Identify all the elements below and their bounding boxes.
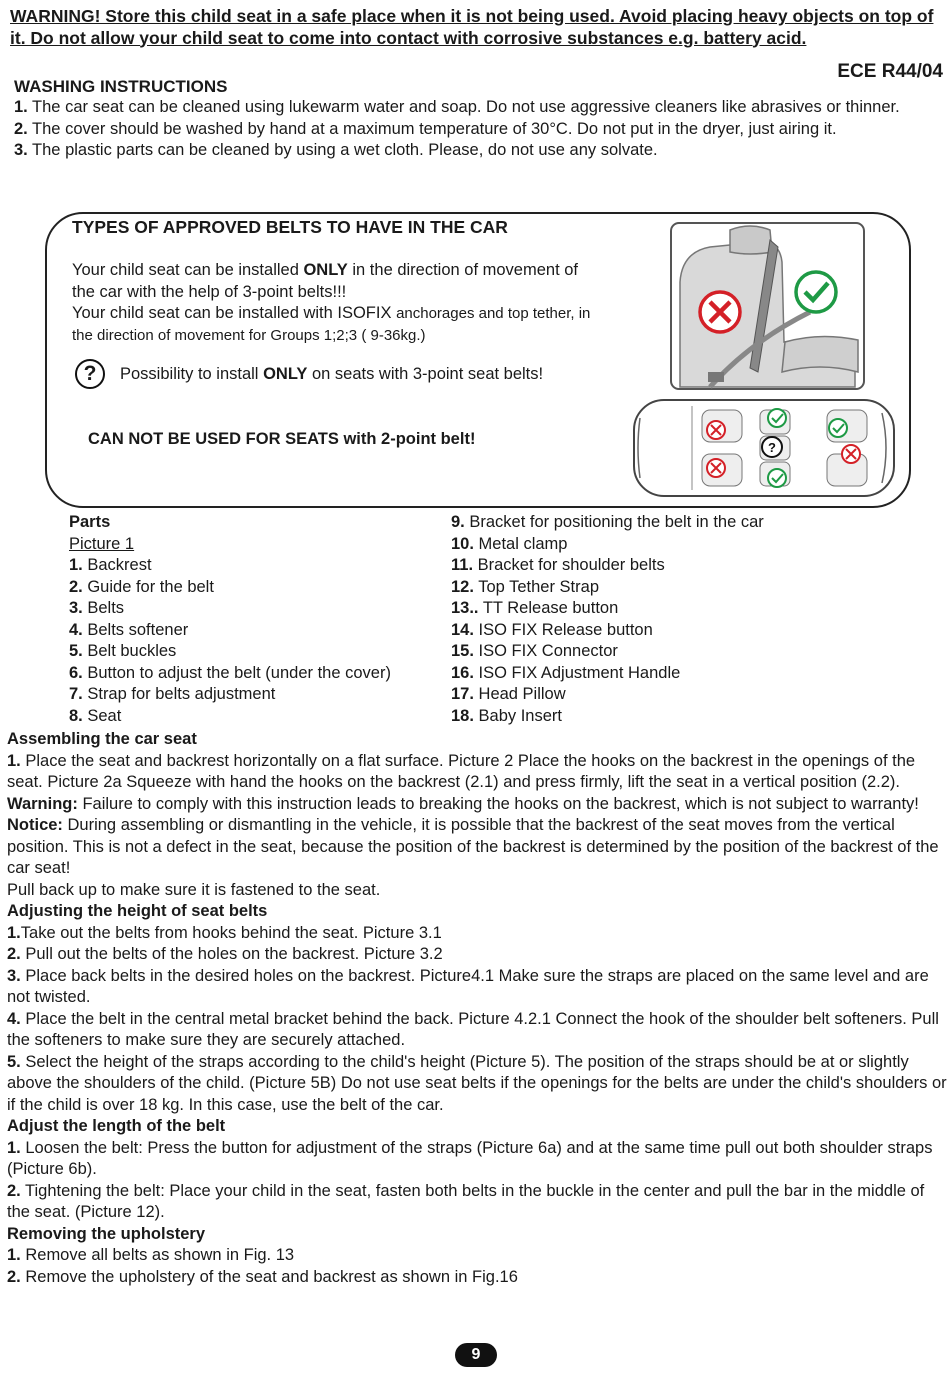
check-icon	[768, 469, 786, 487]
part-item: 4. Belts softener	[69, 620, 189, 639]
page-number: 9	[455, 1343, 497, 1367]
part-item: 11. Bracket for shoulder belts	[451, 556, 665, 574]
washing-item: 3. The plastic parts can be cleaned by using a wet cloth. Please, do not use any solvate.	[14, 141, 658, 159]
belts-box-title: TYPES OF APPROVED BELTS TO HAVE IN THE CAR	[72, 217, 508, 237]
length-step: 2. Tightening the belt: Place your child in the seat, fasten both belts in the buckle in the center and pull the bar in the middle of the seat. (Picture 12).	[7, 1181, 925, 1221]
assembling-warning: Warning: Failure to comply with this instruction leads to breaking the hooks on the backrest, which is not subject to warranty!	[7, 794, 919, 813]
height-step: 4. Place the belt in the central metal bracket behind the back. Picture 4.2.1 Connect the hook of the shoulder belt softeners. Pull the softeners to make sure they are securely attached.	[7, 1009, 939, 1049]
question-icon: ?	[75, 359, 105, 389]
part-item: 1. Backrest	[69, 556, 152, 574]
part-item: 14. ISO FIX Release button	[451, 620, 653, 639]
assembling-title: Assembling the car seat	[7, 730, 197, 748]
height-title: Adjusting the height of seat belts	[7, 902, 268, 920]
part-item: 9. Bracket for positioning the belt in the car	[451, 513, 764, 531]
belts-box-possibility: Possibility to install ONLY on seats with 3-point seat belts!	[120, 365, 544, 383]
height-step: 2. Pull out the belts of the holes on the backrest. Picture 3.2	[7, 945, 443, 963]
parts-list-left	[69, 512, 391, 727]
parts-list-right	[451, 512, 764, 727]
car-seat-illustration	[670, 222, 865, 390]
length-step: 1. Loosen the belt: Press the button for adjustment of the straps (Picture 6a) and at the same time pull out both shoulder straps (Picture 6b).	[7, 1138, 933, 1178]
washing-item: 2. The cover should be washed by hand at a maximum temperature of 30°C. Do not put in the dryer, just airing it.	[14, 119, 837, 138]
part-item: 6. Button to adjust the belt (under the cover)	[69, 663, 391, 682]
cross-icon	[707, 459, 725, 477]
height-step: 3. Place back belts in the desired holes on the backrest. Picture4.1 Make sure the straps are placed on the same level and are not twisted.	[7, 966, 929, 1006]
warning-text: WARNING! Store this child seat in a safe place when it is not being used. Avoid placing heavy objects on top of it. Do not allow your child seat to come into contact with corrosive substances e.g. battery acid.	[10, 6, 934, 48]
check-icon	[768, 409, 786, 427]
cross-icon	[707, 421, 725, 439]
washing-title: WASHING INSTRUCTIONS	[14, 77, 228, 96]
assembling-step: 1. Place the seat and backrest horizontally on a flat surface. Picture 2 Place the hooks on the backrest in the openings of the seat. Picture 2a Squeeze with hand the hooks on the backrest (2.1) and press firmly, lift the seat in a vertical position (2.2).	[7, 751, 916, 791]
belts-box-warning: CAN NOT BE USED FOR SEATS with 2-point belt!	[88, 430, 476, 448]
height-step: 5. Select the height of the straps according to the child's height (Picture 5). The position of the straps should be at or slightly above the shoulders of the child. (Picture 5B) Do not use seat belts if the openings for the belts are under the child's shoulders or if the child is over 18 kg. In this case, use the belt of the car.	[7, 1052, 947, 1114]
height-step: 1.Take out the belts from hooks behind the seat. Picture 3.1	[7, 923, 442, 942]
upholstery-title: Removing the upholstery	[7, 1224, 206, 1243]
belts-box-text: Your child seat can be installed ONLY in the direction of movement of the car with the help of 3-point belts!!! Your child seat can be installed with ISOFIX anchorages and top tether, in the direction of movement for Groups 1;2;3 ( 9-36kg.)	[72, 261, 591, 344]
part-item: 2. Guide for the belt	[69, 577, 214, 596]
check-icon	[829, 419, 847, 437]
length-title: Adjust the length of the belt	[7, 1117, 226, 1135]
instructions-body	[7, 729, 947, 1288]
part-item: 18. Baby Insert	[451, 706, 562, 725]
part-item: 17. Head Pillow	[451, 685, 566, 703]
cross-icon	[700, 292, 740, 332]
upholstery-step: 1. Remove all belts as shown in Fig. 13	[7, 1246, 295, 1264]
part-item: 7. Strap for belts adjustment	[69, 685, 276, 703]
assembling-notice: Notice: During assembling or dismantling in the vehicle, it is possible that the backrest of the seat moves from the vertical position. This is not a defect in the seat, because the position of the backrest is determined by the position of the backrest of the car seat!	[7, 816, 939, 877]
svg-text:?: ?	[768, 440, 776, 455]
parts-picture-ref: Picture 1	[69, 534, 135, 553]
part-item: 13.. TT Release button	[451, 599, 619, 617]
part-item: 12. Top Tether Strap	[451, 577, 599, 596]
ece-label: ECE R44/04	[837, 61, 943, 82]
question-icon	[762, 437, 782, 457]
part-item: 5. Belt buckles	[69, 642, 177, 660]
washing-item: 1. The car seat can be cleaned using lukewarm water and soap. Do not use aggressive cleaners like abrasives or thinner.	[14, 98, 900, 116]
washing-list	[14, 97, 939, 162]
check-icon	[796, 272, 836, 312]
parts-title: Parts	[69, 513, 111, 531]
part-item: 10. Metal clamp	[451, 534, 568, 553]
car-topview-illustration	[632, 398, 896, 498]
part-item: 15. ISO FIX Connector	[451, 642, 618, 660]
part-item: 8. Seat	[69, 706, 122, 725]
cross-icon	[842, 445, 860, 463]
part-item: 16. ISO FIX Adjustment Handle	[451, 663, 681, 682]
upholstery-step: 2. Remove the upholstery of the seat and backrest as shown in Fig.16	[7, 1267, 518, 1286]
assembling-pull: Pull back up to make sure it is fastened to the seat.	[7, 880, 381, 899]
part-item: 3. Belts	[69, 599, 125, 617]
